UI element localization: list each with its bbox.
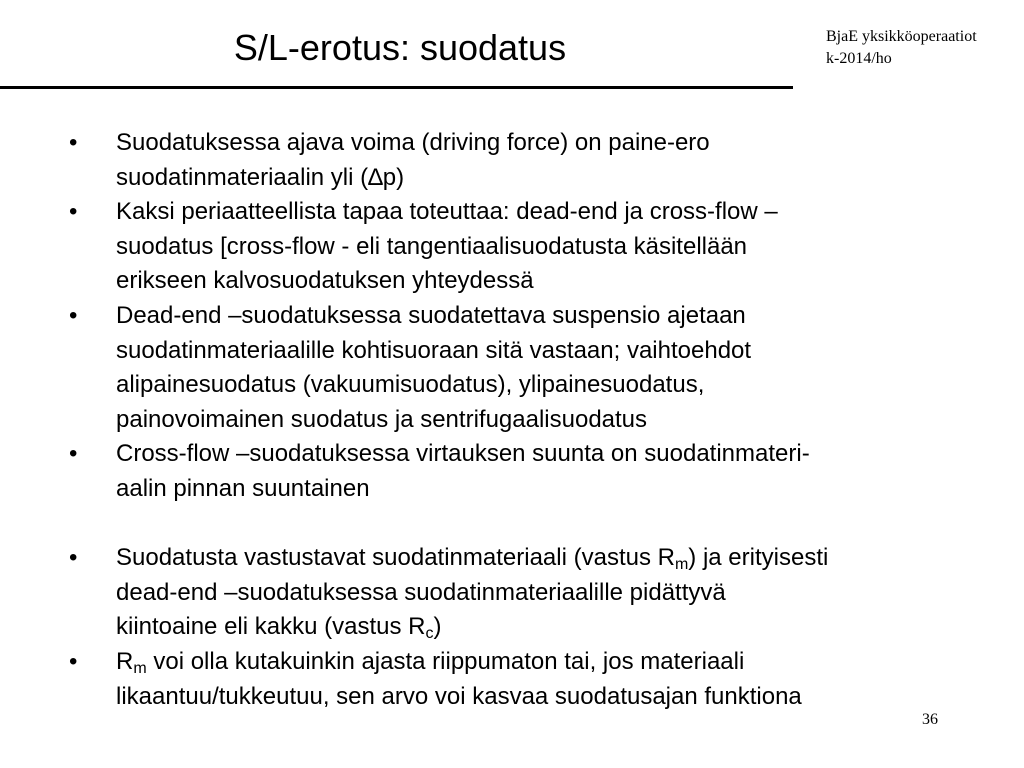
text-run: voi olla kutakuinkin ajasta riippumaton tai, jos materiaali (146, 647, 745, 675)
text-run: R (116, 647, 134, 675)
bullet-line: alipainesuodatus (vakuumisuodatus), ylipainesuodatus, (116, 371, 705, 399)
bullet-line: painovoimainen suodatus ja sentrifugaalisuodatus (116, 405, 648, 433)
bullet-marker: • (69, 440, 78, 468)
bullet-marker: • (69, 544, 78, 572)
bullet-item (0, 437, 1024, 506)
bullet-line: erikseen kalvosuodatuksen yhteydessä (116, 267, 534, 295)
bullet-line: Dead-end –suodatuksessa suodatettava suspensio ajetaan (116, 301, 746, 329)
text-run: kiintoaine eli kakku (vastus R (116, 613, 426, 641)
bullet-marker: • (69, 647, 78, 675)
bullet-line: suodatinmateriaalin yli (∆p) (116, 163, 405, 191)
bullet-item (0, 126, 1024, 195)
bullet-marker: • (69, 198, 78, 226)
text-run: ) ja erityisesti (688, 544, 829, 572)
title-underline (0, 86, 793, 89)
slide-title: S/L-erotus: suodatus (233, 27, 567, 68)
bullet-line (116, 645, 984, 680)
course-note-line-2: k-2014/ho (826, 50, 892, 67)
bullet-line: dead-end –suodatuksessa suodatinmateriaalille pidättyvä (116, 578, 726, 606)
course-note-line-1: BjaE yksikköoperaatiot (826, 28, 977, 45)
bullet-line: Kaksi periaatteellista tapaa toteuttaa: dead-end ja cross-flow – (116, 198, 778, 226)
bullet-line: suodatus [cross-flow - eli tangentiaalisuodatusta käsitellään (116, 232, 748, 260)
subscript: m (133, 659, 147, 677)
text-run: ) (433, 613, 442, 641)
bullet-line: suodatinmateriaalille kohtisuoraan sitä vastaan; vaihtoehdot (116, 336, 752, 364)
bullet-line (116, 541, 984, 576)
bullet-line: Cross-flow –suodatuksessa virtauksen suunta on suodatinmateri- (116, 440, 810, 468)
bullet-item (0, 195, 1024, 299)
bullet-line: likaantuu/tukkeutuu, sen arvo voi kasvaa suodatusajan funktiona (116, 682, 802, 710)
bullet-line: aalin pinnan suuntainen (116, 474, 370, 502)
bullet-item (0, 645, 1024, 714)
subscript: m (674, 556, 689, 574)
bullet-marker: • (69, 129, 78, 156)
bullet-item (0, 541, 1024, 645)
bullet-list (0, 126, 1024, 714)
bullet-marker: • (69, 301, 78, 329)
bullet-item (0, 299, 1024, 437)
page-number: 36 (922, 711, 938, 728)
course-note (826, 26, 1024, 70)
bullet-line: Suodatuksessa ajava voima (driving force) on paine-ero (116, 129, 710, 156)
blank-line (0, 507, 1024, 542)
subscript: c (425, 625, 434, 643)
bullet-line (116, 610, 984, 645)
text-run: Suodatusta vastustavat suodatinmateriaali (vastus R (116, 544, 675, 572)
